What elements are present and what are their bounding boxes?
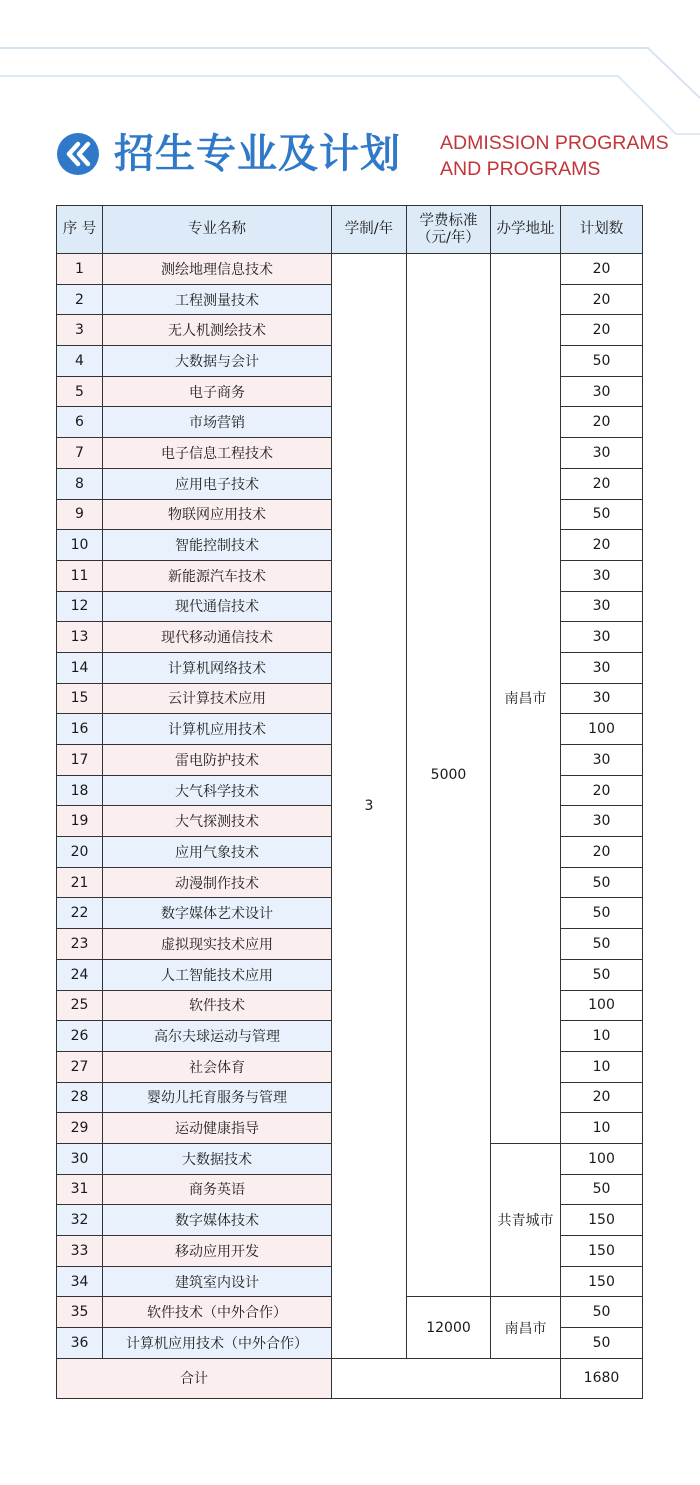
- page-subtitle-en: [440, 130, 669, 182]
- row-number: 19: [57, 806, 103, 837]
- header-fee: [407, 206, 491, 254]
- header-no: 序 号: [57, 206, 103, 254]
- program-name: 现代移动通信技术: [103, 622, 332, 653]
- plan-count: 20: [561, 468, 643, 499]
- program-name: 物联网应用技术: [103, 499, 332, 530]
- plan-count: 50: [561, 898, 643, 929]
- plan-count: 50: [561, 929, 643, 960]
- plan-count: 100: [561, 714, 643, 745]
- plan-count: 20: [561, 530, 643, 561]
- location-cell: 南昌市: [491, 1297, 561, 1358]
- plan-count: 10: [561, 1113, 643, 1144]
- program-name: 电子商务: [103, 376, 332, 407]
- program-name: 大数据技术: [103, 1143, 332, 1174]
- table-header-row: [57, 206, 643, 254]
- plan-count: 50: [561, 959, 643, 990]
- row-number: 24: [57, 959, 103, 990]
- plan-count: 50: [561, 867, 643, 898]
- header-location: 办学地址: [491, 206, 561, 254]
- program-name: 计算机应用技术: [103, 714, 332, 745]
- program-name: 新能源汽车技术: [103, 560, 332, 591]
- program-name: 建筑室内设计: [103, 1266, 332, 1297]
- admission-plan-table: [56, 205, 643, 1399]
- program-name: 动漫制作技术: [103, 867, 332, 898]
- row-number: 17: [57, 745, 103, 776]
- plan-count: 50: [561, 1174, 643, 1205]
- row-number: 31: [57, 1174, 103, 1205]
- table-row: [57, 254, 643, 285]
- header-fee-line2: （元/年）: [417, 229, 480, 246]
- row-number: 7: [57, 438, 103, 469]
- row-number: 32: [57, 1205, 103, 1236]
- page-header: [56, 128, 676, 188]
- row-number: 35: [57, 1297, 103, 1328]
- plan-count: 20: [561, 775, 643, 806]
- header-years: 学制/年: [332, 206, 407, 254]
- plan-count: 150: [561, 1236, 643, 1267]
- location-cell: 共青城市: [491, 1143, 561, 1296]
- total-empty-cell: [332, 1358, 561, 1398]
- row-number: 8: [57, 468, 103, 499]
- total-label: 合计: [57, 1358, 332, 1398]
- program-name: 市场营销: [103, 407, 332, 438]
- program-name: 高尔夫球运动与管理: [103, 1021, 332, 1052]
- program-name: 电子信息工程技术: [103, 438, 332, 469]
- plan-count: 20: [561, 284, 643, 315]
- program-name: 数字媒体技术: [103, 1205, 332, 1236]
- program-name: 软件技术: [103, 990, 332, 1021]
- row-number: 9: [57, 499, 103, 530]
- row-number: 34: [57, 1266, 103, 1297]
- program-name: 现代通信技术: [103, 591, 332, 622]
- plan-count: 30: [561, 652, 643, 683]
- program-name: 大气科学技术: [103, 775, 332, 806]
- plan-count: 10: [561, 1021, 643, 1052]
- row-number: 13: [57, 622, 103, 653]
- plan-count: 10: [561, 1051, 643, 1082]
- row-number: 6: [57, 407, 103, 438]
- plan-count: 30: [561, 591, 643, 622]
- plan-count: 20: [561, 1082, 643, 1113]
- plan-count: 30: [561, 622, 643, 653]
- program-name: 无人机测绘技术: [103, 315, 332, 346]
- program-name: 商务英语: [103, 1174, 332, 1205]
- row-number: 20: [57, 837, 103, 868]
- row-number: 30: [57, 1143, 103, 1174]
- plan-count: 30: [561, 745, 643, 776]
- program-name: 婴幼儿托育服务与管理: [103, 1082, 332, 1113]
- program-name: 人工智能技术应用: [103, 959, 332, 990]
- plan-count: 50: [561, 1328, 643, 1359]
- row-number: 29: [57, 1113, 103, 1144]
- program-name: 雷电防护技术: [103, 745, 332, 776]
- program-name: 运动健康指导: [103, 1113, 332, 1144]
- program-name: 社会体育: [103, 1051, 332, 1082]
- subtitle-line-2: AND PROGRAMS: [440, 158, 601, 180]
- plan-count: 20: [561, 407, 643, 438]
- plan-count: 20: [561, 315, 643, 346]
- row-number: 27: [57, 1051, 103, 1082]
- row-number: 12: [57, 591, 103, 622]
- row-number: 14: [57, 652, 103, 683]
- program-name: 虚拟现实技术应用: [103, 929, 332, 960]
- row-number: 1: [57, 254, 103, 285]
- fee-cell: 12000: [407, 1297, 491, 1358]
- plan-count: 30: [561, 438, 643, 469]
- row-number: 28: [57, 1082, 103, 1113]
- row-number: 26: [57, 1021, 103, 1052]
- program-name: 大气探测技术: [103, 806, 332, 837]
- plan-count: 150: [561, 1266, 643, 1297]
- row-number: 36: [57, 1328, 103, 1359]
- years-cell: 3: [332, 254, 407, 1359]
- plan-count: 100: [561, 990, 643, 1021]
- row-number: 2: [57, 284, 103, 315]
- program-name: 云计算技术应用: [103, 683, 332, 714]
- program-name: 计算机应用技术（中外合作）: [103, 1328, 332, 1359]
- row-number: 33: [57, 1236, 103, 1267]
- row-number: 25: [57, 990, 103, 1021]
- row-number: 16: [57, 714, 103, 745]
- row-number: 21: [57, 867, 103, 898]
- row-number: 18: [57, 775, 103, 806]
- plan-count: 30: [561, 683, 643, 714]
- row-number: 23: [57, 929, 103, 960]
- total-value: 1680: [561, 1358, 643, 1398]
- plan-count: 20: [561, 837, 643, 868]
- program-name: 计算机网络技术: [103, 652, 332, 683]
- program-name: 移动应用开发: [103, 1236, 332, 1267]
- program-name: 大数据与会计: [103, 346, 332, 377]
- page-title: 招生专业及计划: [114, 131, 401, 177]
- program-name: 工程测量技术: [103, 284, 332, 315]
- total-row: [57, 1358, 643, 1398]
- header-plan: 计划数: [561, 206, 643, 254]
- plan-count: 50: [561, 1297, 643, 1328]
- plan-count: 150: [561, 1205, 643, 1236]
- program-name: 数字媒体艺术设计: [103, 898, 332, 929]
- fee-cell: 5000: [407, 254, 491, 1297]
- row-number: 3: [57, 315, 103, 346]
- header-fee-line1: 学费标准: [419, 212, 478, 229]
- plan-count: 50: [561, 346, 643, 377]
- program-name: 应用气象技术: [103, 837, 332, 868]
- plan-count: 30: [561, 806, 643, 837]
- plan-count: 30: [561, 376, 643, 407]
- row-number: 5: [57, 376, 103, 407]
- location-cell: 南昌市: [491, 254, 561, 1144]
- row-number: 4: [57, 346, 103, 377]
- subtitle-line-1: ADMISSION PROGRAMS: [440, 132, 669, 154]
- row-number: 15: [57, 683, 103, 714]
- plan-count: 30: [561, 560, 643, 591]
- plan-count: 20: [561, 254, 643, 285]
- program-name: 软件技术（中外合作）: [103, 1297, 332, 1328]
- row-number: 10: [57, 530, 103, 561]
- program-name: 测绘地理信息技术: [103, 254, 332, 285]
- row-number: 22: [57, 898, 103, 929]
- plan-count: 100: [561, 1143, 643, 1174]
- program-name: 智能控制技术: [103, 530, 332, 561]
- row-number: 11: [57, 560, 103, 591]
- plan-count: 50: [561, 499, 643, 530]
- header-name: 专业名称: [103, 206, 332, 254]
- double-chevron-left-icon: [56, 132, 100, 176]
- program-name: 应用电子技术: [103, 468, 332, 499]
